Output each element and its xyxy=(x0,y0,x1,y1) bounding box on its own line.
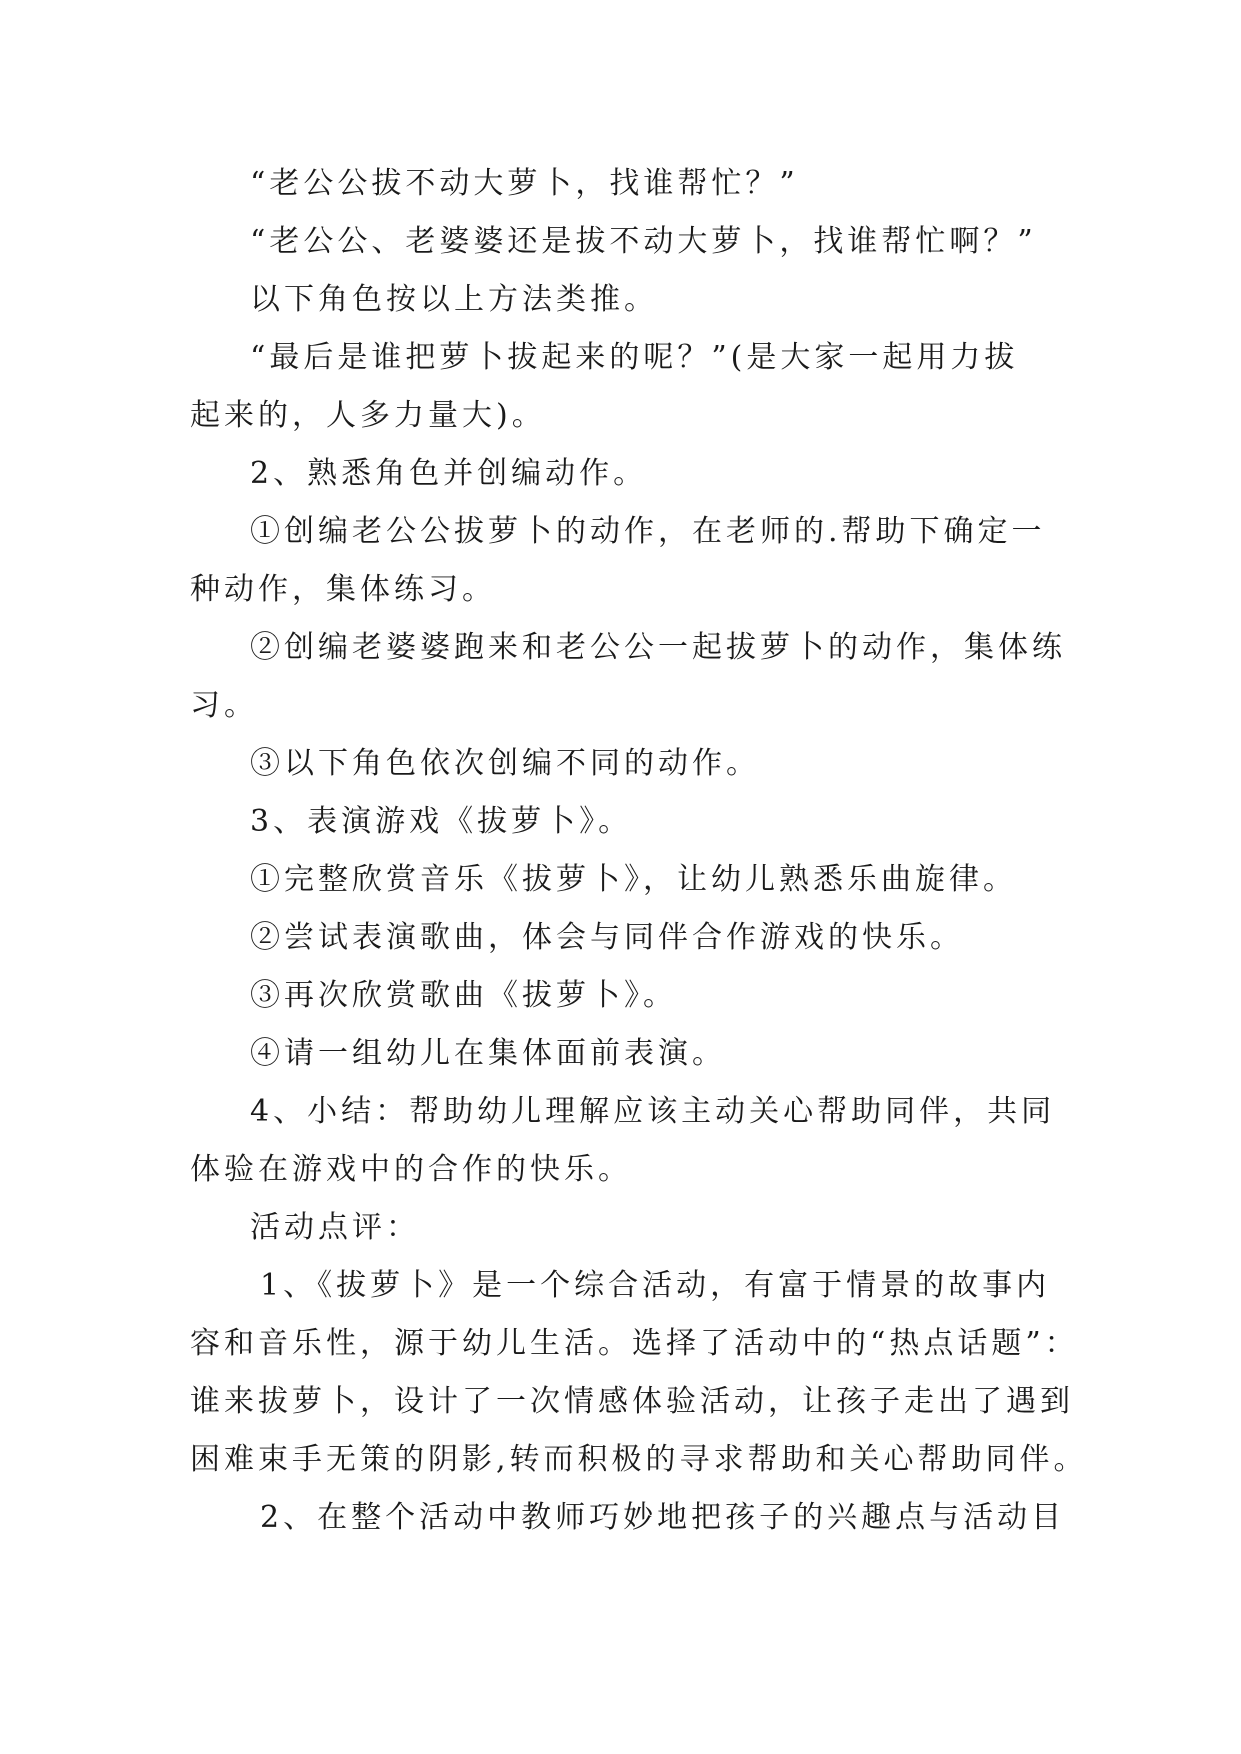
section-heading: 4、小结：帮助幼儿理解应该主动关心帮助同伴，共同 xyxy=(250,1094,1056,1129)
paragraph-line: 体验在游戏中的合作的快乐。 xyxy=(190,1152,632,1187)
paragraph-line: ④请一组幼儿在集体面前表演。 xyxy=(250,1036,726,1071)
paragraph-line: ①完整欣赏音乐《拔萝卜》，让幼儿熟悉乐曲旋律。 xyxy=(250,862,1017,897)
paragraph-line: 种动作，集体练习。 xyxy=(190,572,496,607)
paragraph-line: ①创编老公公拔萝卜的动作，在老师的.帮助下确定一 xyxy=(250,514,1046,549)
paragraph-line: “老公公、老婆婆还是拔不动大萝卜，找谁帮忙啊？” xyxy=(250,224,1037,259)
paragraph-line: 1、《拔萝卜》是一个综合活动，有富于情景的故事内 xyxy=(260,1268,1051,1303)
paragraph-line: “老公公拔不动大萝卜，找谁帮忙？” xyxy=(250,166,799,201)
paragraph-line: ③以下角色依次创编不同的动作。 xyxy=(250,746,760,781)
section-heading: 活动点评： xyxy=(250,1210,420,1245)
paragraph-line: 困难束手无策的阴影,转而积极的寻求帮助和关心帮助同伴。 xyxy=(190,1442,1088,1477)
paragraph-line: 以下角色按以上方法类推。 xyxy=(250,282,658,317)
paragraph-line: 容和音乐性，源于幼儿生活。选择了活动中的“热点话题”： xyxy=(190,1326,1079,1361)
paragraph-line: 起来的，人多力量大)。 xyxy=(190,398,546,433)
paragraph-line: 谁来拔萝卜，设计了一次情感体验活动，让孩子走出了遇到 xyxy=(190,1384,1074,1419)
paragraph-line: ②创编老婆婆跑来和老公公一起拔萝卜的动作，集体练 xyxy=(250,630,1066,665)
paragraph-line: ②尝试表演歌曲，体会与同伴合作游戏的快乐。 xyxy=(250,920,964,955)
section-heading: 3、表演游戏《拔萝卜》。 xyxy=(250,804,633,839)
paragraph-line: 2、在整个活动中教师巧妙地把孩子的兴趣点与活动目 xyxy=(260,1500,1066,1535)
paragraph-line: “最后是谁把萝卜拔起来的呢？”(是大家一起用力拔 xyxy=(250,340,1019,375)
section-heading: 2、熟悉角色并创编动作。 xyxy=(250,456,648,491)
document-body xyxy=(190,155,1088,1547)
paragraph-line: 习。 xyxy=(190,688,258,723)
paragraph-line: ③再次欣赏歌曲《拔萝卜》。 xyxy=(250,978,677,1013)
